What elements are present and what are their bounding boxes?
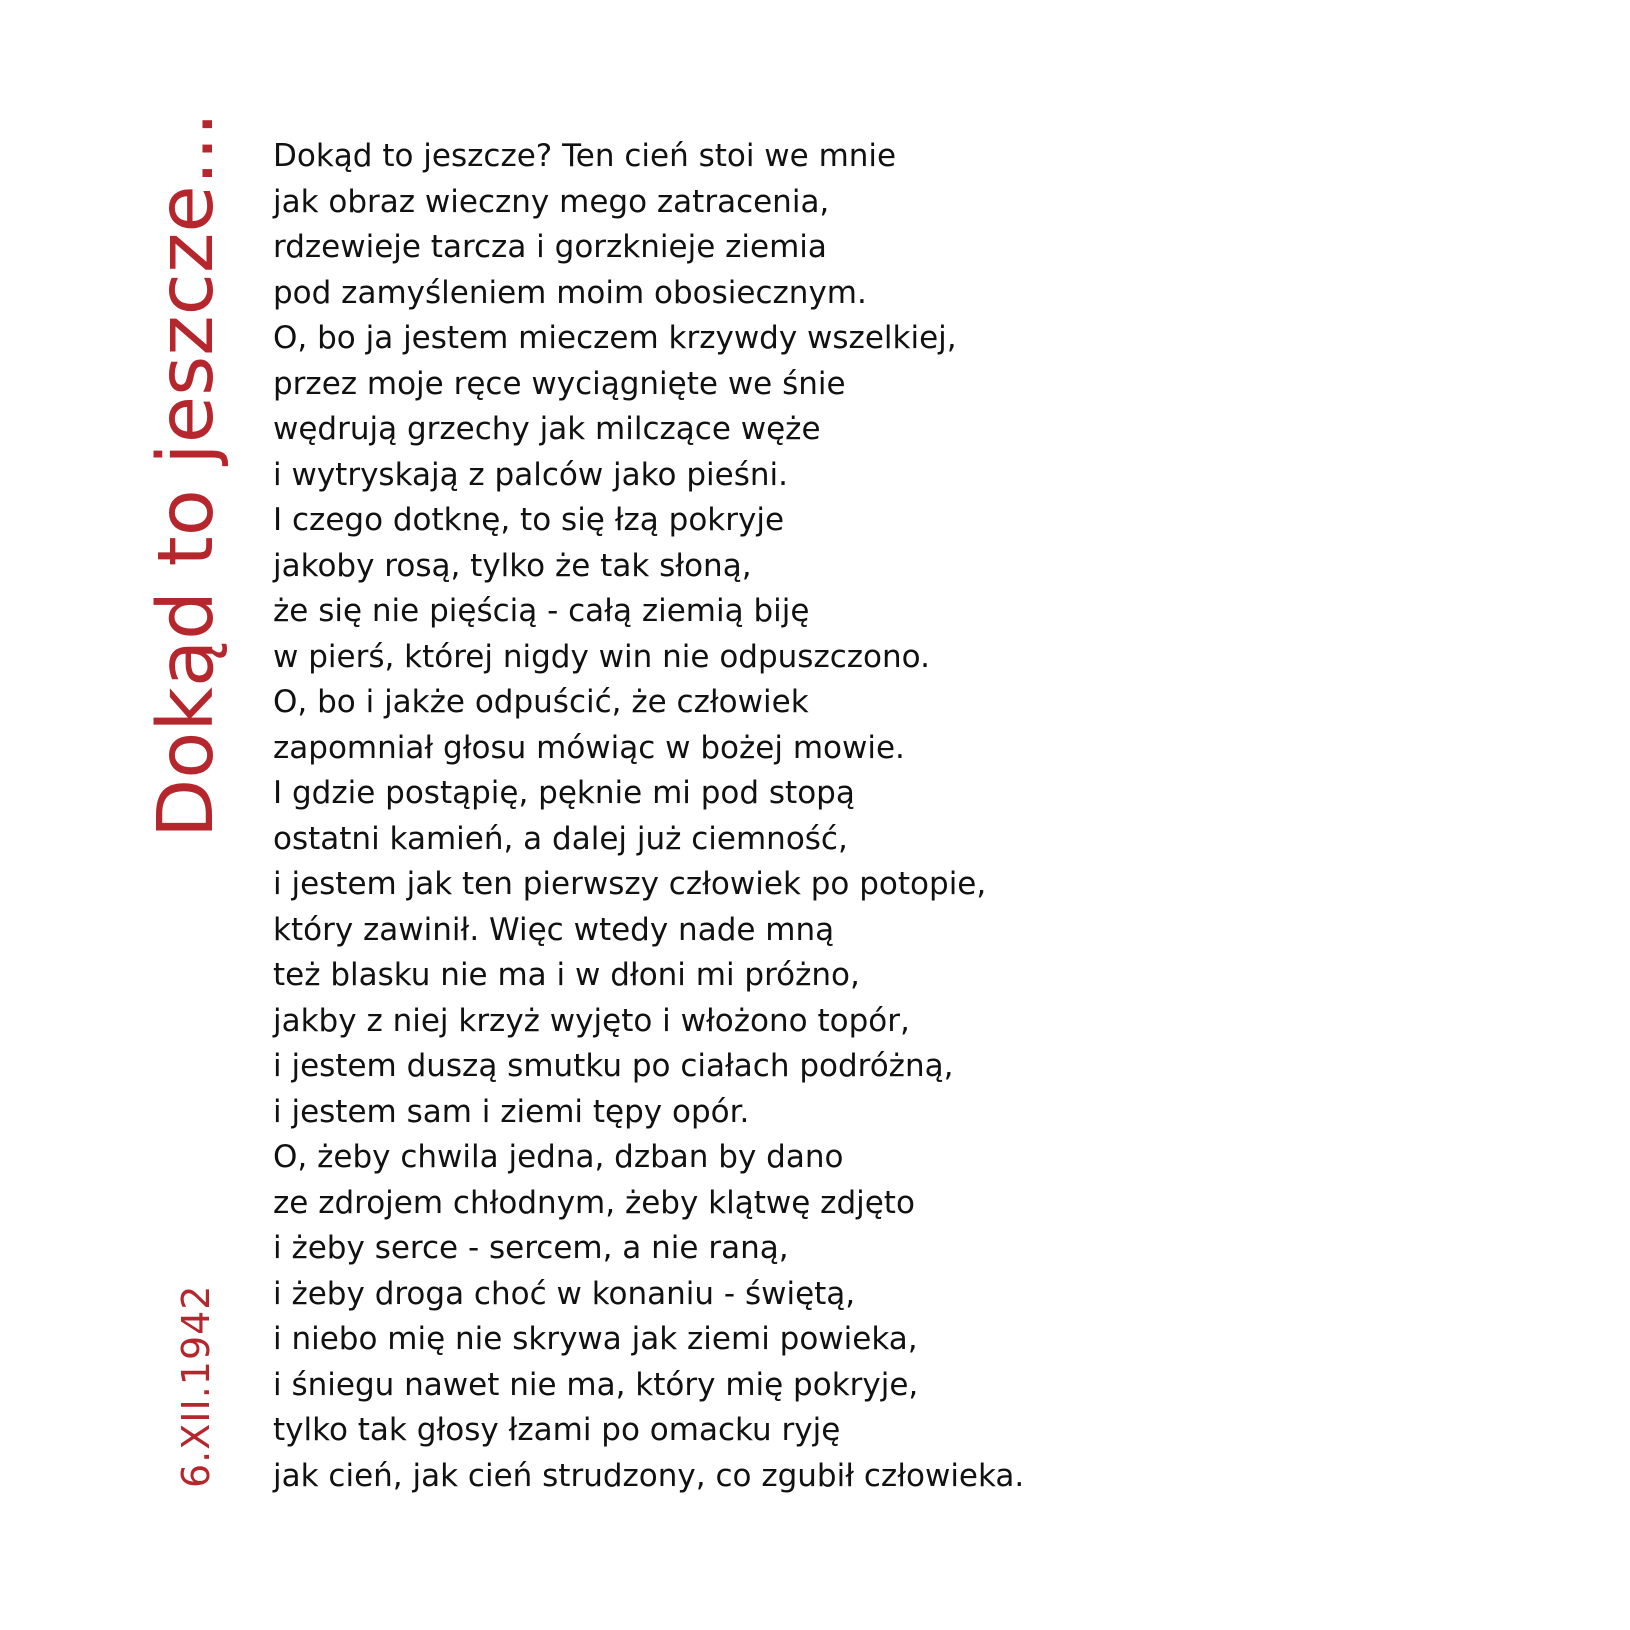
poem-line: jak cień, jak cień strudzony, co zgubił człowieka.: [273, 1457, 1025, 1494]
poem-line: i żeby serce - sercem, a nie raną,: [273, 1230, 789, 1266]
poem-line: jak obraz wieczny mego zatracenia,: [273, 183, 830, 220]
poem-body: [273, 134, 1024, 1499]
poem-line: O, bo ja jestem mieczem krzywdy wszelkiej,: [273, 320, 957, 356]
poem-line: jakoby rosą, tylko że tak słoną,: [273, 547, 752, 584]
poem-line: I gdzie postąpię, pęknie mi pod stopą: [273, 775, 855, 811]
poem-date: 6.XII.1942: [174, 1284, 218, 1488]
poem-line: też blasku nie ma i w dłoni mi próżno,: [273, 957, 860, 993]
poem-line: O, żeby chwila jedna, dzban by dano: [273, 1139, 844, 1175]
poem-line: i niebo mię nie skrywa jak ziemi powieka,: [273, 1321, 918, 1357]
poem-title: Dokąd to jeszcze...: [142, 111, 231, 838]
poem-line: przez moje ręce wyciągnięte we śnie: [273, 365, 846, 402]
poem-line: i śniegu nawet nie ma, który mię pokryje,: [273, 1366, 919, 1403]
poem-line: rdzewieje tarcza i gorzknieje ziemia: [273, 229, 827, 265]
poem-line: i wytryskają z palców jako pieśni.: [273, 456, 788, 493]
poem-line: Dokąd to jeszcze? Ten cień stoi we mnie: [273, 138, 897, 174]
poem-line: i żeby droga choć w konaniu - świętą,: [273, 1275, 856, 1312]
poem-line: ze zdrojem chłodnym, żeby klątwę zdjęto: [273, 1184, 915, 1221]
poem-line: pod zamyśleniem moim obosiecznym.: [273, 274, 867, 311]
poem-line: i jestem duszą smutku po ciałach podróżną,: [273, 1048, 954, 1084]
poem-line: tylko tak głosy łzami po omacku ryję: [273, 1412, 841, 1448]
poem-line: O, bo i jakże odpuścić, że człowiek: [273, 684, 809, 720]
poem-line: i jestem jak ten pierwszy człowiek po potopie,: [273, 866, 987, 902]
poem-line: I czego dotknę, to się łzą pokryje: [273, 502, 785, 538]
poem-line: w pierś, której nigdy win nie odpuszczono.: [273, 638, 930, 675]
poem-line: jakby z niej krzyż wyjęto i włożono topór,: [273, 1002, 910, 1039]
poem-line: ostatni kamień, a dalej już ciemność,: [273, 820, 848, 857]
poem-line: który zawinił. Więc wtedy nade mną: [273, 911, 835, 948]
poem-line: wędrują grzechy jak milczące węże: [273, 411, 821, 447]
poem-line: że się nie pięścią - całą ziemią biję: [273, 593, 810, 629]
poem-line: zapomniał głosu mówiąc w bożej mowie.: [273, 729, 905, 766]
poem-line: i jestem sam i ziemi tępy opór.: [273, 1093, 750, 1130]
